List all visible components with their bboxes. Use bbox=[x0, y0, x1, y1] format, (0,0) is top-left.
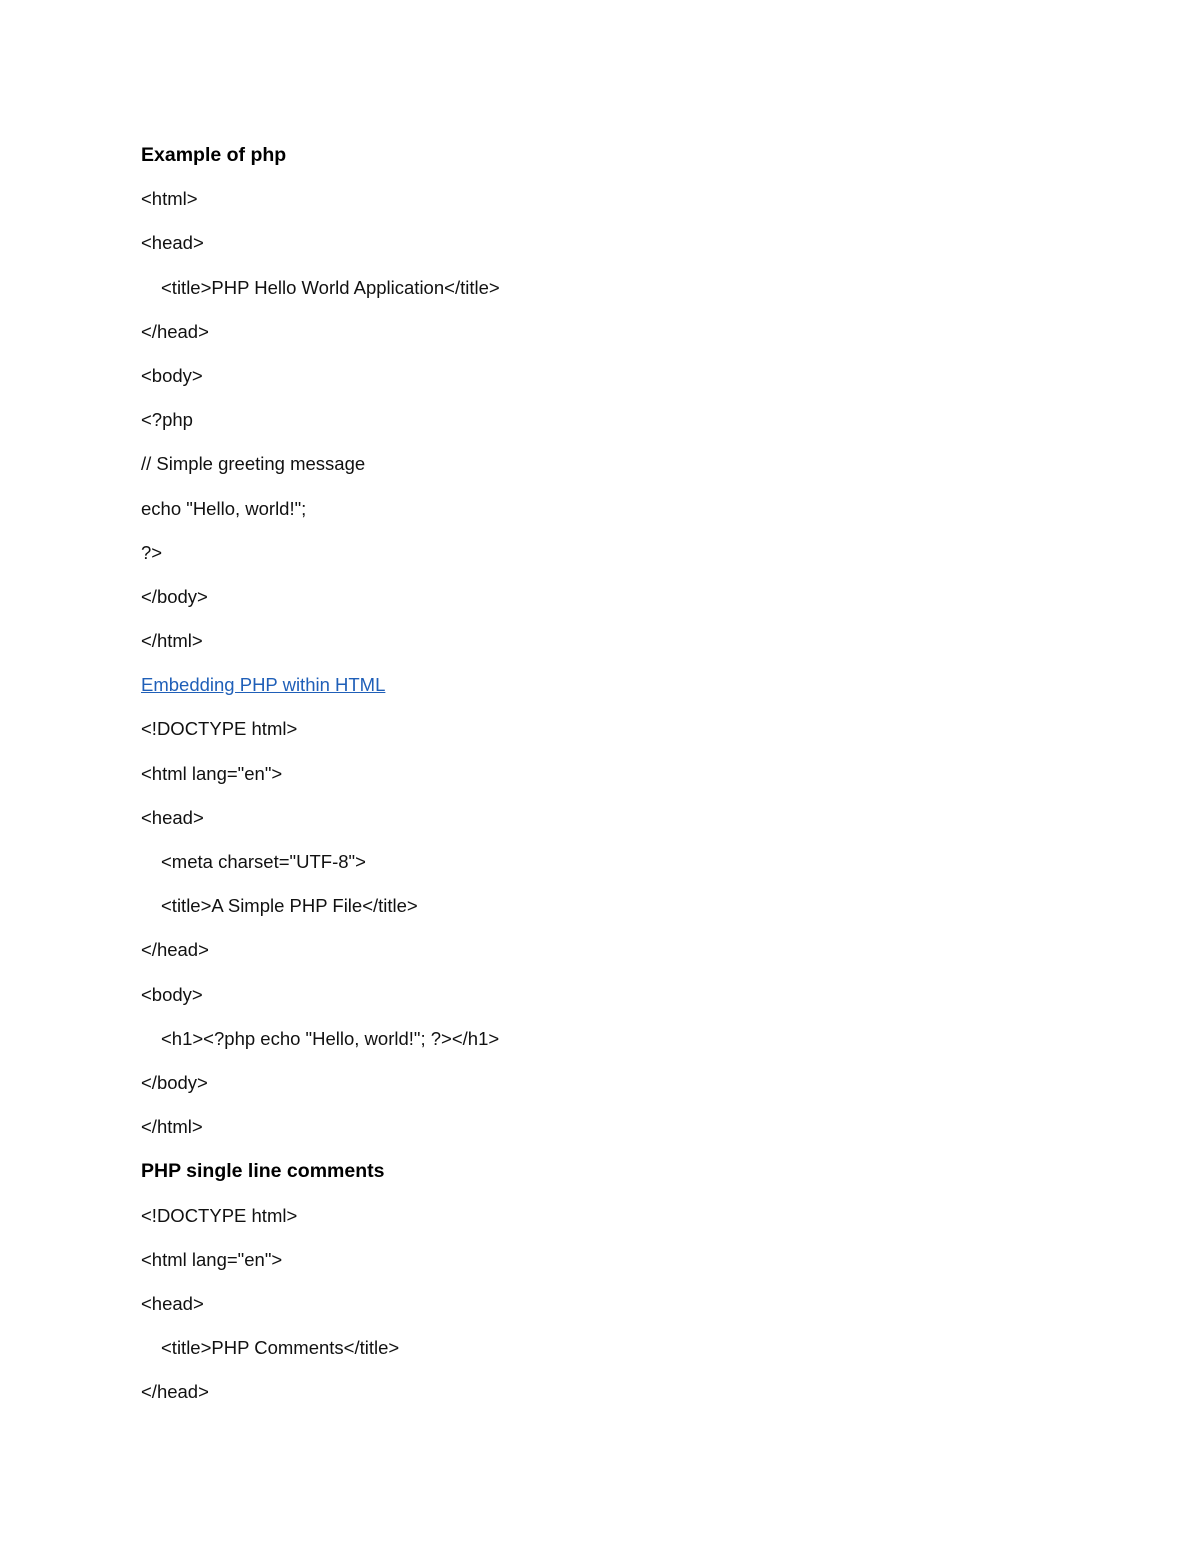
code-line: <!DOCTYPE html> bbox=[141, 1204, 298, 1226]
code-line: </body> bbox=[141, 585, 208, 607]
code-line: <html> bbox=[141, 188, 198, 210]
code-line: <h1><?php echo "Hello, world!"; ?></h1> bbox=[161, 1027, 500, 1049]
code-line: </html> bbox=[141, 630, 203, 652]
code-line: <?php bbox=[141, 409, 193, 431]
code-line: <title>PHP Comments</title> bbox=[161, 1337, 400, 1359]
code-line: ?> bbox=[141, 541, 163, 563]
code-line: </head> bbox=[141, 1381, 209, 1403]
code-line: <!DOCTYPE html> bbox=[141, 718, 298, 740]
code-line: <head> bbox=[141, 232, 204, 254]
code-line: </body> bbox=[141, 1071, 208, 1093]
document-body bbox=[141, 140, 1061, 1421]
code-line: <html lang="en"> bbox=[141, 1248, 283, 1270]
code-line: <title>A Simple PHP File</title> bbox=[161, 895, 418, 917]
code-line: </head> bbox=[141, 939, 209, 961]
code-line: </head> bbox=[141, 320, 209, 342]
code-line: echo "Hello, world!"; bbox=[141, 497, 307, 519]
code-line: <head> bbox=[141, 806, 204, 828]
code-line: <meta charset="UTF-8"> bbox=[161, 851, 366, 872]
code-line: <head> bbox=[141, 1292, 204, 1314]
code-line: </html> bbox=[141, 1116, 203, 1138]
section-heading-php-single-line-comments: PHP single line comments bbox=[141, 1160, 385, 1183]
embedding-php-link[interactable]: Embedding PHP within HTML bbox=[141, 674, 386, 696]
code-line: // Simple greeting message bbox=[141, 453, 366, 475]
code-line: <html lang="en"> bbox=[141, 762, 283, 784]
section-heading-example-of-php: Example of php bbox=[141, 144, 287, 166]
code-line: <body> bbox=[141, 983, 203, 1005]
code-line: <body> bbox=[141, 364, 203, 386]
code-line: <title>PHP Hello World Application</title> bbox=[161, 276, 500, 298]
